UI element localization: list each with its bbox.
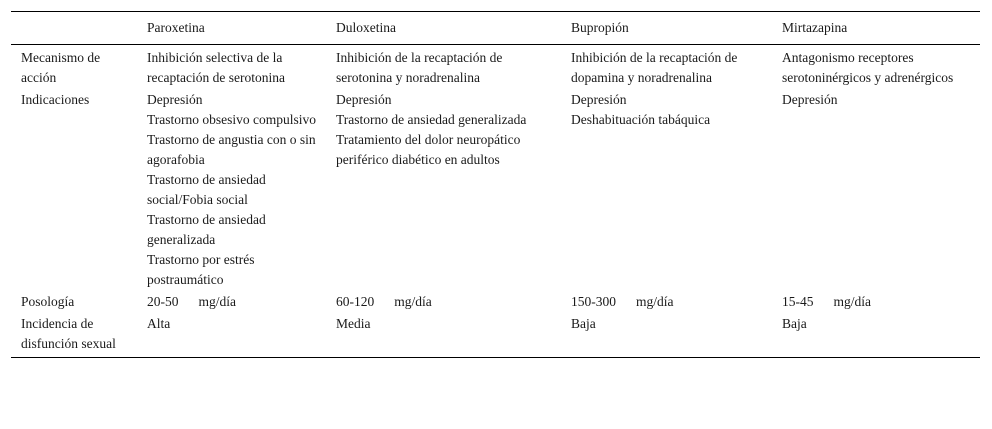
row-label-posologia: Posología — [21, 294, 75, 309]
dose-range: 15-45 — [782, 294, 814, 309]
indication-item: Trastorno de ansiedad generalizada — [147, 212, 266, 247]
cell-posologia-bupropion — [561, 290, 772, 312]
header-empty — [11, 12, 137, 45]
cell-indicaciones-duloxetina — [326, 88, 561, 290]
dose-unit: mg/día — [394, 294, 432, 309]
comparison-table — [11, 11, 980, 358]
header-row — [11, 12, 980, 45]
cell-mecanismo-paroxetina: Inhibición selectiva de la recaptación de serotonina — [147, 50, 285, 85]
cell-disfuncion-paroxetina: Alta — [137, 312, 326, 358]
indication-item: Trastorno de ansiedad social/Fobia social — [147, 172, 266, 207]
indication-item: Trastorno de angustia con o sin agorafobia — [147, 132, 316, 167]
indication-item: Trastorno por estrés postraumático — [147, 252, 255, 287]
indication-item: Depresión — [336, 92, 392, 107]
dose-range: 60-120 — [336, 294, 375, 309]
cell-mecanismo-duloxetina: Inhibición de la recaptación de serotonina y noradrenalina — [336, 50, 503, 85]
header-paroxetina: Paroxetina — [137, 12, 326, 45]
cell-indicaciones-bupropion — [561, 88, 772, 290]
row-label-disfuncion: Incidencia de disfunción sexual — [11, 312, 137, 358]
cell-indicaciones-mirtazapina — [772, 88, 980, 290]
dose-range: 150-300 — [571, 294, 616, 309]
indication-item: Deshabituación tabáquica — [571, 112, 711, 127]
indication-item: Trastorno obsesivo compulsivo — [147, 112, 317, 127]
dose-unit: mg/día — [198, 294, 236, 309]
indication-item: Depresión — [147, 92, 203, 107]
dose-unit: mg/día — [636, 294, 674, 309]
header-mirtazapina: Mirtazapina — [772, 12, 980, 45]
indication-item: Tratamiento del dolor neuropático periférico diabético en adultos — [336, 132, 521, 167]
row-posologia — [11, 290, 980, 312]
cell-mecanismo-mirtazapina: Antagonismo receptores serotoninérgicos y adrenérgicos — [782, 50, 954, 85]
dose-unit: mg/día — [833, 294, 871, 309]
row-label-indicaciones: Indicaciones — [21, 92, 90, 107]
dose-range: 20-50 — [147, 294, 179, 309]
row-mecanismo — [11, 45, 980, 89]
indication-item: Depresión — [571, 92, 627, 107]
header-duloxetina: Duloxetina — [326, 12, 561, 45]
cell-disfuncion-duloxetina: Media — [326, 312, 561, 358]
row-indicaciones — [11, 88, 980, 290]
cell-indicaciones-paroxetina — [137, 88, 326, 290]
cell-posologia-mirtazapina — [772, 290, 980, 312]
cell-mecanismo-bupropion: Inhibición de la recaptación de dopamina y noradrenalina — [571, 50, 738, 85]
row-disfuncion — [11, 312, 980, 358]
cell-posologia-duloxetina — [326, 290, 561, 312]
cell-disfuncion-mirtazapina: Baja — [772, 312, 980, 358]
row-label-mecanismo: Mecanismo de acción — [21, 50, 101, 85]
indication-item: Trastorno de ansiedad generalizada — [336, 112, 527, 127]
cell-posologia-paroxetina — [137, 290, 326, 312]
header-bupropion: Bupropión — [561, 12, 772, 45]
indication-item: Depresión — [782, 92, 838, 107]
cell-disfuncion-bupropion: Baja — [561, 312, 772, 358]
